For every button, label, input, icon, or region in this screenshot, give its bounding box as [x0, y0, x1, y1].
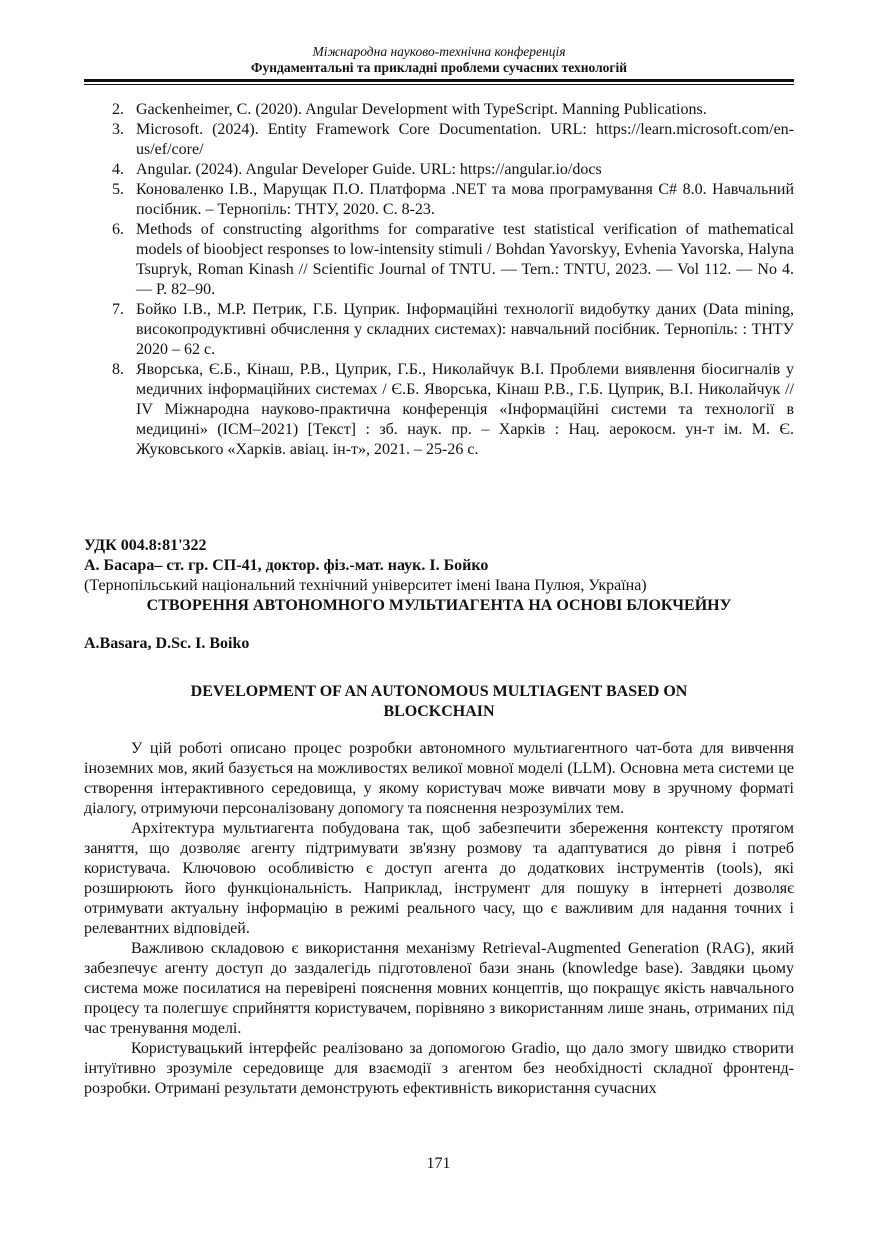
reference-text: Gackenheimer, C. (2020). Angular Development with TypeScript. Manning Publications.	[136, 101, 707, 118]
title-en-line: BLOCKCHAIN	[383, 703, 495, 720]
conference-name: Міжнародна науково-технічна конференція	[312, 44, 566, 59]
reference-text: Коноваленко І.В., Марущак П.О. Платформа .NET та мова програмування C# 8.0. Навчальний посібник. – Тернопіль: ТНТУ, 2020. С. 8-23.	[136, 181, 794, 218]
reference-item	[84, 120, 794, 160]
article-body	[84, 739, 794, 1099]
reference-number: 4.	[112, 161, 124, 178]
article-heading	[84, 536, 794, 722]
reference-text: Methods of constructing algorithms for comparative test statistical verification of mathematical models of bioobject responses to low-intensity stimuli / Bohdan Yavorskyy, Evhenia Yavorska, Halyna Tsupryk, Roman Kinash // Scientific Journal of TNTU. — Tern.: TNTU, 2023. — Vol 112. — No 4. — P. 82–90.	[136, 221, 794, 298]
reference-list	[84, 100, 794, 460]
authors-ua: А. Басара– ст. гр. СП-41, доктор. фіз.-мат. наук. І. Бойко	[84, 557, 489, 574]
page-number: 171	[426, 1155, 451, 1172]
reference-number: 3.	[112, 121, 124, 138]
title-ua: СТВОРЕННЯ АВТОНОМНОГО МУЛЬТИАГЕНТА НА ОСНОВІ БЛОКЧЕЙНУ	[146, 597, 732, 614]
reference-item	[84, 300, 794, 360]
reference-text: Angular. (2024). Angular Developer Guide. URL: https://angular.io/docs	[136, 161, 602, 178]
reference-text: Бойко І.В., М.Р. Петрик, Г.Б. Цуприк. Інформаційні технології видобутку даних (Data mining, високопродуктивні обчислення у складних системах): навчальний посібник. Тернопіль: : ТНТУ 2020 – 62 с.	[136, 301, 794, 358]
reference-item	[84, 360, 794, 460]
running-header	[84, 44, 794, 76]
body-paragraph: Архітектура мультиагента побудована так, щоб забезпечити збереження контексту протягом заняття, що дозволяє агенту підтримувати зв'язну розмову та адаптуватися до рівня і потреб користувача. Ключовою особливістю є доступ агента до додаткових інструментів (tools), які розширюють його функціональність. Наприклад, інструмент для пошуку в інтернеті дозволяє отримувати актуальну інформацію в режимі реального часу, що є важливим для надання точних і релевантних відповідей.	[84, 820, 794, 937]
reference-item	[84, 180, 794, 220]
title-en-line: DEVELOPMENT OF AN AUTONOMOUS MULTIAGENT BASED ON	[190, 683, 688, 700]
reference-number: 7.	[112, 301, 124, 318]
body-paragraph: У цій роботі описано процес розробки автономного мультиагентного чат-бота для вивчення іноземних мов, який базується на можливостях великої мовної моделі (LLM). Основна мета системи це створення інтерактивного середовища, у якому користувач може вивчати мову в зручному форматі діалогу, отримуючи персоналізовану допомогу та пояснення незрозумілих тем.	[84, 740, 794, 817]
authors-en: A.Basara, D.Sc. I. Boiko	[84, 635, 250, 652]
reference-number: 6.	[112, 221, 124, 238]
reference-item	[84, 100, 794, 120]
udk-code: УДК 004.8:81'322	[84, 537, 207, 554]
reference-number: 8.	[112, 361, 124, 378]
reference-number: 2.	[112, 101, 124, 118]
conference-title: Фундаментальні та прикладні проблеми сучасних технологій	[250, 60, 628, 75]
reference-text: Яворська, Є.Б., Кінаш, Р.В., Цуприк, Г.Б., Николайчук В.І. Проблеми виявлення біосигналів у медичних інформаційних системах / Є.Б. Яворська, Кінаш Р.В., Г.Б. Цуприк, В.І. Николайчук // IV Міжнародна науково-практична конференція «Інформаційні системи та технології в медицині» (ІСМ–2021) [Текст] : зб. наук. пр. – Харків : Нац. аерокосм. ун-т ім. М. Є. Жуковського «Харків. авіац. ін-т», 2021. – 25-26 с.	[136, 361, 794, 458]
reference-number: 5.	[112, 181, 124, 198]
header-rule-thin	[84, 84, 794, 85]
header-rule-thick	[84, 79, 794, 82]
reference-item	[84, 220, 794, 300]
body-paragraph: Користувацький інтерфейс реалізовано за допомогою Gradio, що дало змогу швидко створити інтуїтивно зрозуміле середовище для взаємодії з агентом без необхідності складної фронтенд-розробки. Отримані результати демонструють ефективність використання сучасних	[84, 1040, 794, 1097]
body-paragraph: Важливою складовою є використання механізму Retrieval-Augmented Generation (RAG), який забезпечує агенту доступ до заздалегідь підготовленої бази знань (knowledge base). Завдяки цьому система може посилатися на перевірені пояснення мовних концептів, що покращує якість навчального процесу та полегшує сприйняття користувачем, порівняно з використанням лише знань, отриманих під час тренування моделі.	[84, 940, 794, 1037]
reference-item	[84, 160, 794, 180]
title-en	[84, 682, 794, 722]
reference-text: Microsoft. (2024). Entity Framework Core Documentation. URL: https://learn.microsoft.com/en-us/ef/core/	[136, 121, 794, 158]
affiliation: (Тернопільський національний технічний університет імені Івана Пулюя, Україна)	[84, 577, 647, 594]
